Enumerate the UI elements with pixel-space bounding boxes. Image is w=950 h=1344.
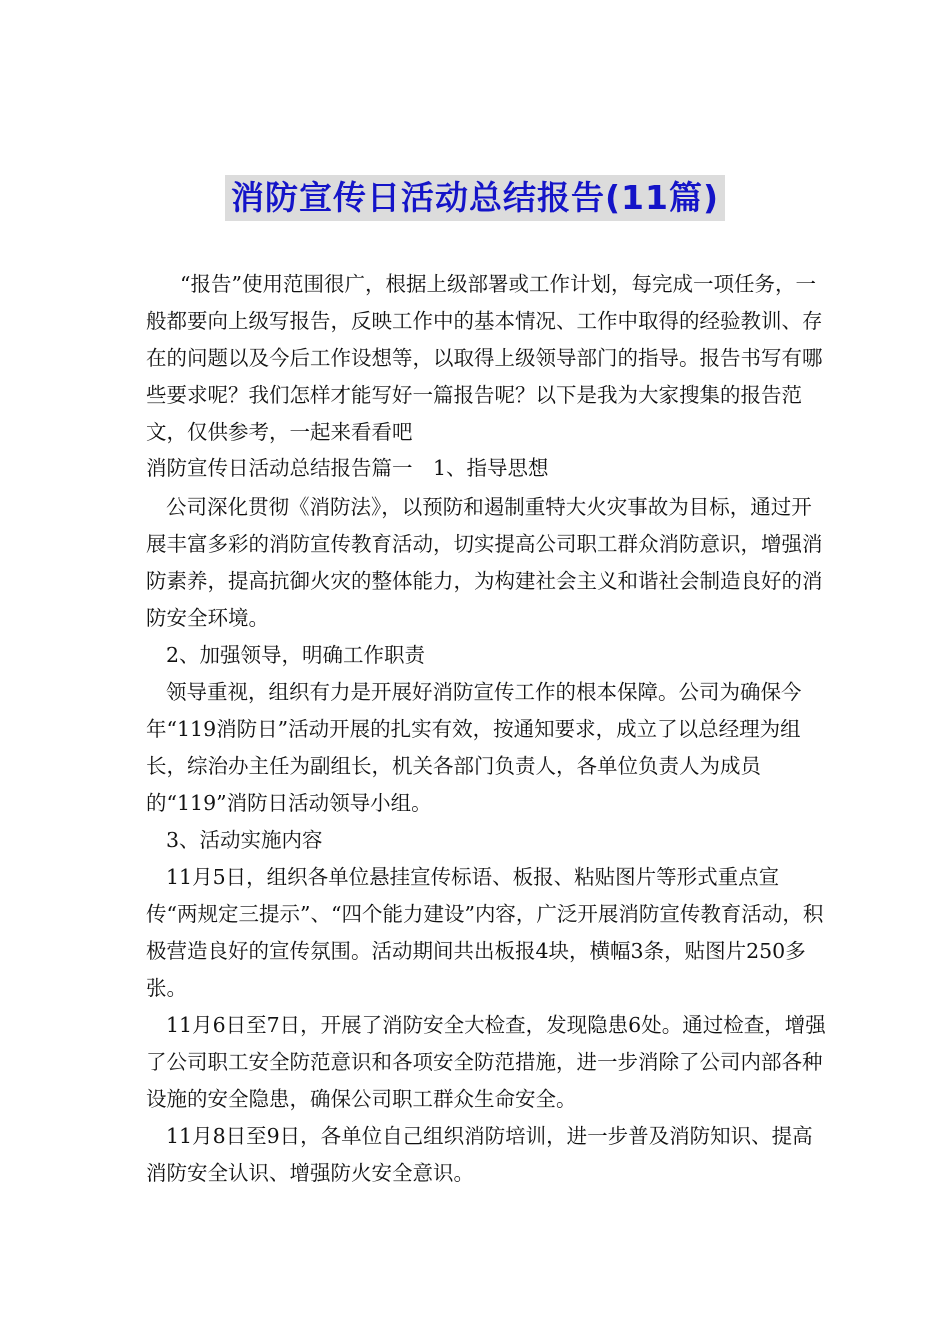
paragraph-guiding-thought: 公司深化贯彻《消防法》，以预防和遏制重特大火灾事故为目标，通过开展丰富多彩的消防宣传教育活动，切实提高公司职工群众消防意识，增强消防素养，提高抗御火灾的整体能力，为构建社会主义和谐社会制造良好的消防安全环境。: [146, 495, 823, 630]
title-container: [0, 175, 950, 221]
section-heading-3: 3、活动实施内容: [166, 828, 323, 852]
intro-paragraph: “报告”使用范围很广，根据上级部署或工作计划，每完成一项任务，一般都要向上级写报告，反映工作中的基本情况、工作中取得的经验教训、存在的问题以及今后工作设想等，以取得上级领导部门的指导。报告书写有哪些要求呢？我们怎样才能写好一篇报告呢？以下是我为大家搜集的报告范文，仅供参考，一起来看看吧: [146, 272, 823, 444]
paragraph-nov-5: 11月5日，组织各单位悬挂宣传标语、板报、粘贴图片等形式重点宣传“两规定三提示”、“四个能力建设”内容，广泛开展消防宣传教育活动，积极营造良好的宣传氛围。活动期间共出板报4块，横幅3条，贴图片250多张。: [146, 865, 824, 1000]
paragraph-nov-8-9: 11月8日至9日，各单位自己组织消防培训，进一步普及消防知识、提高消防安全认识、增强防火安全意识。: [146, 1124, 813, 1185]
section-heading-2: 2、加强领导，明确工作职责: [166, 643, 426, 667]
paragraph-nov-6-7: 11月6日至7日，开展了消防安全大检查，发现隐患6处。通过检查，增强了公司职工安全防范意识和各项安全防范措施，进一步消除了公司内部各种设施的安全隐患，确保公司职工群众生命安全。: [146, 1013, 826, 1111]
document-body: [146, 266, 826, 1192]
paragraph-leadership: 领导重视，组织有力是开展好消防宣传工作的根本保障。公司为确保今年“119消防日”活动开展的扎实有效，按通知要求，成立了以总经理为组长，综治办主任为副组长，机关各部门负责人，各单位负责人为成员的“119”消防日活动领导小组。: [146, 680, 802, 815]
document-title: 消防宣传日活动总结报告(11篇): [225, 175, 725, 221]
section-heading-1: 消防宣传日活动总结报告篇一 1、指导思想: [146, 456, 549, 480]
